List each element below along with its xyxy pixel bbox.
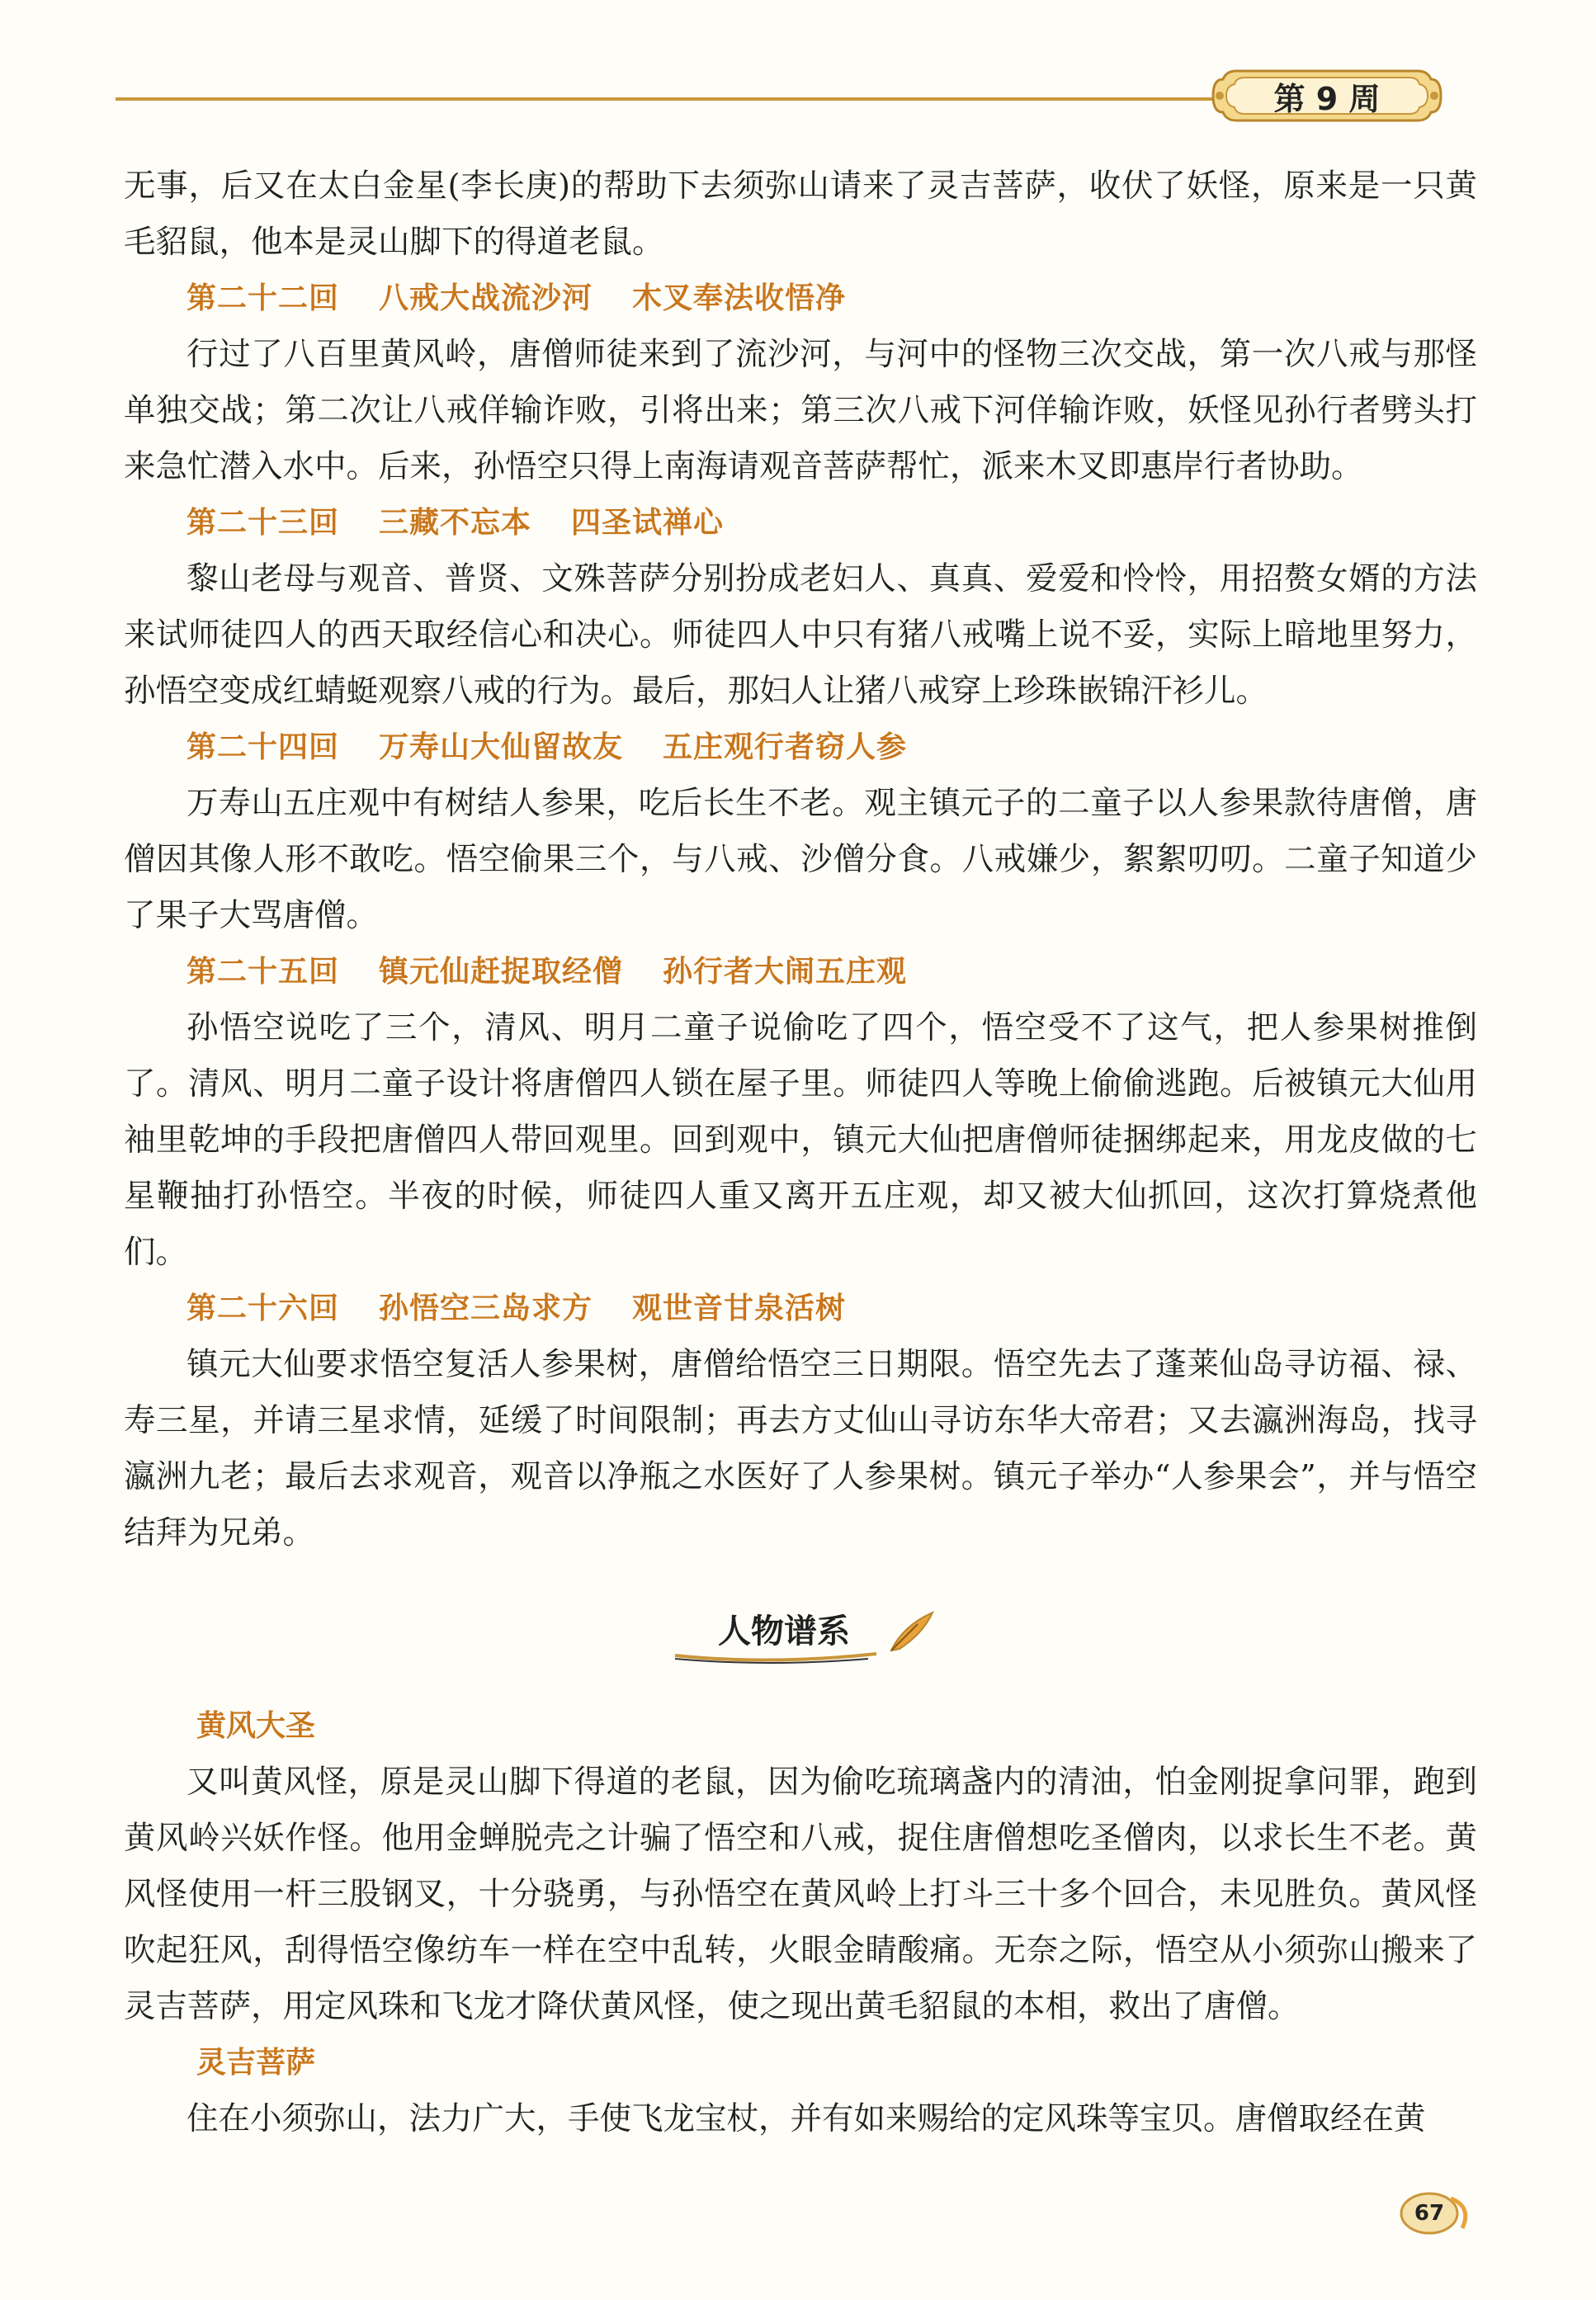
chapter-heading — [124, 495, 1477, 551]
header-rule — [116, 97, 1213, 101]
week-label: 第 9 周 — [1273, 80, 1381, 117]
person-text: 又叫黄风怪，原是灵山脚下得道的老鼠，因为偷吃琉璃盏内的清油，怕金刚捉拿问罪，跑到黄风岭兴妖作怪。他用金蝉脱壳之计骗了悟空和八戒，捉住唐僧想吃圣僧肉，以求长生不老。黄风怪使用一杆三股钢叉，十分骁勇，与孙悟空在黄风岭上打斗三十多个回合，未见胜负。黄风怪吹起狂风，刮得悟空像纺车一样在空中乱转，火眼金睛酸痛。无奈之际，悟空从小须弥山搬来了灵吉菩萨，用定风珠和飞龙才降伏黄风怪，使之现出黄毛貂鼠的本相，救出了唐僧。 — [124, 1764, 1477, 2025]
chapter-number: 第二十三回 — [187, 506, 340, 540]
chapter-title-2: 孙行者大闹五庄观 — [663, 955, 908, 989]
main-content — [124, 158, 1477, 1561]
chapter-number: 第二十五回 — [187, 955, 340, 989]
person-name: 黄风大圣 — [196, 1709, 316, 1743]
chapter-heading — [124, 1281, 1477, 1337]
chapter-heading — [124, 271, 1477, 327]
chapter-number: 第二十四回 — [187, 730, 340, 764]
chapter-title-1: 镇元仙赶捉取经僧 — [379, 955, 624, 989]
chapter-title-1: 孙悟空三岛求方 — [379, 1292, 593, 1325]
chapter-title-2: 观世音甘泉活树 — [632, 1292, 847, 1325]
chapter-text: 黎山老母与观音、普贤、文殊菩萨分别扮成老妇人、真真、爱爱和怜怜，用招赘女婿的方法来试师徒四人的西天取经信心和决心。师徒四人中只有猪八戒嘴上说不妥，实际上暗地里努力，孙悟空变成红蜻蜓观察八戒的行为。最后，那妇人让猪八戒穿上珍珠嵌锦汗衫儿。 — [124, 560, 1477, 710]
person-text: 住在小须弥山，法力广大，手使飞龙宝杖，并有如来赐给的定风珠等宝贝。唐僧取经在黄 — [187, 2100, 1426, 2137]
chapter-number: 第二十二回 — [187, 281, 340, 315]
chapter-title-2: 五庄观行者窃人参 — [663, 730, 908, 764]
week-badge — [1211, 59, 1443, 132]
person-content — [124, 1698, 1477, 2147]
chapter-title-2: 四圣试禅心 — [571, 506, 725, 540]
chapter-title-1: 三藏不忘本 — [379, 506, 532, 540]
chapter-title-1: 万寿山大仙留故友 — [379, 730, 624, 764]
chapter-number: 第二十六回 — [187, 1292, 340, 1325]
chapter-text: 行过了八百里黄风岭，唐僧师徒来到了流沙河，与河中的怪物三次交战，第一次八戒与那怪单独交战；第二次让八戒佯输诈败，引将出来；第三次八戒下河佯输诈败，妖怪见孙行者劈头打来急忙潜入水中。后来，孙悟空只得上南海请观音菩萨帮忙，派来木叉即惠岸行者协助。 — [124, 336, 1477, 485]
section-title: 人物谱系 — [718, 1613, 850, 1651]
section-banner — [670, 1601, 942, 1667]
page-number: 67 — [1414, 2201, 1445, 2226]
chapter-text: 孙悟空说吃了三个，清风、明月二童子说偷吃了四个，悟空受不了这气，把人参果树推倒了。清风、明月二童子设计将唐僧四人锁在屋子里。师徒四人等晚上偷偷逃跑。后被镇元大仙用袖里乾坤的手段把唐僧四人带回观里。回到观中，镇元大仙把唐僧师徒捆绑起来，用龙皮做的七星鞭抽打孙悟空。半夜的时候，师徒四人重又离开五庄观，却又被大仙抓回，这次打算烧煮他们。 — [124, 1009, 1477, 1271]
chapter-heading — [124, 720, 1477, 776]
chapter-text: 镇元大仙要求悟空复活人参果树，唐僧给悟空三日期限。悟空先去了蓬莱仙岛寻访福、禄、寿三星，并请三星求情，延缓了时间限制；再去方丈仙山寻访东华大帝君；又去瀛洲海岛，找寻瀛洲九老；最后去求观音，观音以净瓶之水医好了人参果树。镇元子举办“人参果会”，并与悟空结拜为兄弟。 — [124, 1346, 1477, 1551]
page-number-badge — [1393, 2189, 1472, 2238]
chapter-text: 万寿山五庄观中有树结人参果，吃后长生不老。观主镇元子的二童子以人参果款待唐僧，唐僧因其像人形不敢吃。悟空偷果三个，与八戒、沙僧分食。八戒嫌少，絮絮叨叨。二童子知道少了果子大骂唐僧。 — [124, 785, 1477, 934]
chapter-title-2: 木叉奉法收悟净 — [632, 281, 847, 315]
chapter-heading — [124, 944, 1477, 1000]
chapter-title-1: 八戒大战流沙河 — [379, 281, 593, 315]
person-name: 灵吉菩萨 — [196, 2046, 316, 2080]
intro-paragraph: 无事，后又在太白金星(李长庚)的帮助下去须弥山请来了灵吉菩萨，收伏了妖怪，原来是一只黄毛貂鼠，他本是灵山脚下的得道老鼠。 — [124, 168, 1477, 261]
